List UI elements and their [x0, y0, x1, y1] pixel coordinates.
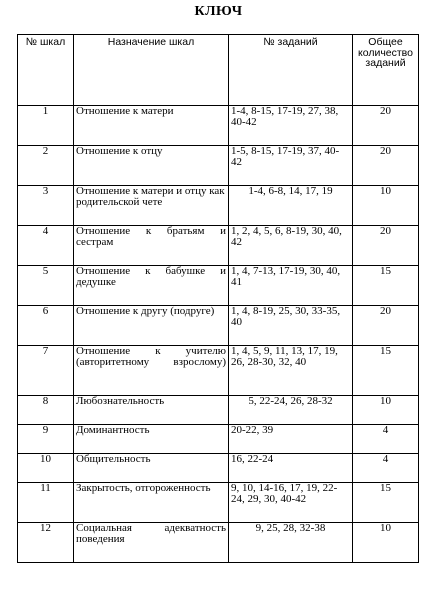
scale-name: Отношение к другу (подруге)	[74, 306, 229, 346]
table-row	[18, 306, 419, 346]
scale-name: Отношение к матери	[74, 106, 229, 146]
task-numbers: 1-4, 8-15, 17-19, 27, 38, 40-42	[229, 106, 353, 146]
scale-name: Отношение к учителю (авторитетному взрослому)	[74, 346, 229, 396]
task-total: 10	[353, 186, 419, 226]
scale-number: 8	[18, 396, 74, 425]
task-numbers: 9, 25, 28, 32-38	[229, 523, 353, 563]
header-total-tasks: Общее количество заданий	[353, 35, 419, 106]
table-row	[18, 425, 419, 454]
table-row	[18, 186, 419, 226]
task-total: 20	[353, 226, 419, 266]
task-total: 20	[353, 146, 419, 186]
table-row	[18, 346, 419, 396]
task-numbers: 1, 4, 5, 9, 11, 13, 17, 19, 26, 28-30, 32, 40	[229, 346, 353, 396]
scale-number: 1	[18, 106, 74, 146]
document-title: КЛЮЧ	[194, 4, 243, 19]
scale-name: Социальная адекватность поведения	[74, 523, 229, 563]
task-total: 10	[353, 523, 419, 563]
table-row	[18, 106, 419, 146]
table-header-row	[18, 35, 419, 106]
task-numbers: 1, 2, 4, 5, 6, 8-19, 30, 40, 42	[229, 226, 353, 266]
task-numbers: 1, 4, 8-19, 25, 30, 33-35, 40	[229, 306, 353, 346]
task-total: 15	[353, 483, 419, 523]
table-row	[18, 483, 419, 523]
scale-number: 10	[18, 454, 74, 483]
task-numbers: 16, 22-24	[229, 454, 353, 483]
scale-name: Закрытость, отгороженность	[74, 483, 229, 523]
task-numbers: 1-5, 8-15, 17-19, 37, 40-42	[229, 146, 353, 186]
key-table	[17, 34, 419, 563]
table-row	[18, 146, 419, 186]
scale-name: Отношение к отцу	[74, 146, 229, 186]
table-row	[18, 266, 419, 306]
task-total: 15	[353, 266, 419, 306]
scale-name: Отношение к матери и отцу как родительской чете	[74, 186, 229, 226]
header-scale-purpose: Назначение шкал	[74, 35, 229, 106]
table-row	[18, 226, 419, 266]
table-row	[18, 396, 419, 425]
scale-name: Отношение к братьям и сестрам	[74, 226, 229, 266]
header-scale-number: № шкал	[18, 35, 74, 106]
task-numbers: 20-22, 39	[229, 425, 353, 454]
table-row	[18, 454, 419, 483]
scale-number: 7	[18, 346, 74, 396]
task-numbers: 9, 10, 14-16, 17, 19, 22-24, 29, 30, 40-42	[229, 483, 353, 523]
scale-name: Общительность	[74, 454, 229, 483]
scale-name: Доминантность	[74, 425, 229, 454]
task-numbers: 5, 22-24, 26, 28-32	[229, 396, 353, 425]
task-numbers: 1, 4, 7-13, 17-19, 30, 40, 41	[229, 266, 353, 306]
scale-number: 3	[18, 186, 74, 226]
scale-name: Отношение к бабушке и дедушке	[74, 266, 229, 306]
task-total: 15	[353, 346, 419, 396]
header-task-numbers: № заданий	[229, 35, 353, 106]
task-total: 20	[353, 106, 419, 146]
scale-number: 6	[18, 306, 74, 346]
table-row	[18, 523, 419, 563]
task-total: 20	[353, 306, 419, 346]
scale-number: 5	[18, 266, 74, 306]
scale-number: 12	[18, 523, 74, 563]
task-total: 4	[353, 454, 419, 483]
task-total: 10	[353, 396, 419, 425]
scale-name: Любознательность	[74, 396, 229, 425]
scale-number: 4	[18, 226, 74, 266]
scale-number: 2	[18, 146, 74, 186]
scale-number: 11	[18, 483, 74, 523]
task-total: 4	[353, 425, 419, 454]
scale-number: 9	[18, 425, 74, 454]
task-numbers: 1-4, 6-8, 14, 17, 19	[229, 186, 353, 226]
